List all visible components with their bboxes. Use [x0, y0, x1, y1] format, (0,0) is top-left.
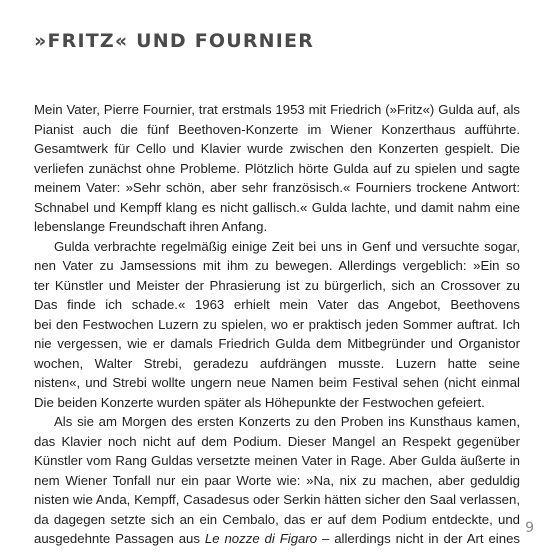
text-line: verliefen zunächst ohne Probleme. Plötzlich hörte Gulda auf zu spielen und sagte [34, 160, 520, 176]
text-fragment: ausgedehnte Passagen aus [34, 531, 205, 546]
text-line: Als sie am Morgen des ersten Konzerts zu den Proben ins Kunsthaus kamen, [54, 414, 520, 429]
text-line-last [34, 529, 520, 549]
body-text [34, 100, 520, 549]
text-line: lebenslange Freundschaft ihren Anfang. [34, 219, 268, 234]
text-line: nie vergessen, wie er damals Friedrich Gulda dem Mitbegründer und Organistor [34, 336, 520, 351]
text-line: nem Wiener Tonfall nur ein paar Worte wie: »Na, nix zu machen, aber geduldig [34, 472, 520, 488]
chapter-heading: »FRITZ« UND FOURNIER [34, 30, 315, 52]
text-line: da dagegen setzte sich an ein Cembalo, das er auf dem Podium entdeckte, und [34, 511, 520, 527]
text-line: wochen, Walter Strebi, geradezu aufdrängen musste. Luzern hatte seine [34, 355, 520, 371]
text-line: Gesamtwerk für Cello und Klavier wurde zwischen den Konzerten gespielt. Die [34, 141, 520, 156]
text-line: nisten«, und Strebi wollte ungern neue Namen beim Festival sehen (nicht einmal [34, 375, 520, 390]
text-line: Künstler vom Rang Guldas versetzte meinen Vater in Rage. Aber Gulda äußerte in [34, 453, 520, 468]
text-line: Gulda verbrachte regelmäßig einige Zeit bei uns in Genf und versuchte sogar, [54, 238, 520, 254]
text-line: Pianist auch die fünf Beethoven-Konzerte im Wiener Konzerthaus aufführte. [34, 121, 520, 137]
text-line: nen Vater zu Jamsessions mit ihm zu bewegen. Allerdings vergeblich: »Ein so [34, 258, 520, 273]
work-title-italic: Le nozze di Figaro [204, 531, 318, 546]
text-line: bei den Festwochen Luzern zu spielen, wo er praktisch jeden Sommer auftrat. Ich [34, 316, 520, 332]
text-line: meinem Vater: »Sehr schön, aber sehr französisch.« Fourniers trockene Antwort: [34, 180, 520, 195]
text-line: Mein Vater, Pierre Fournier, trat erstmals 1953 mit Friedrich (»Fritz«) Gulda auf, als [34, 102, 520, 117]
text-line: das Klavier noch nicht auf dem Podium. Dieser Mangel an Respekt gegenüber [34, 433, 520, 449]
text-line: ter Künstler und Meister der Phrasierung ist zu bürgerlich, sich an Crossover zu [34, 277, 520, 293]
text-line: nisten wie Anda, Kempff, Casadesus oder Serkin hätten sicher den Saal verlassen, [34, 492, 520, 507]
text-line: Schnabel und Kempff klang es nicht gallisch.« Gulda lachte, und damit nahm eine [34, 199, 520, 215]
text-line: Die beiden Konzerte wurden später als Höhepunkte der Festwochen gefeiert. [34, 394, 485, 410]
page-number: 9 [525, 520, 534, 536]
text-line: Das finde ich schade.« 1963 erhielt mein Vater das Angebot, Beethovens [34, 297, 520, 312]
text-fragment: – allerdings nicht in der Art eines [321, 531, 520, 546]
